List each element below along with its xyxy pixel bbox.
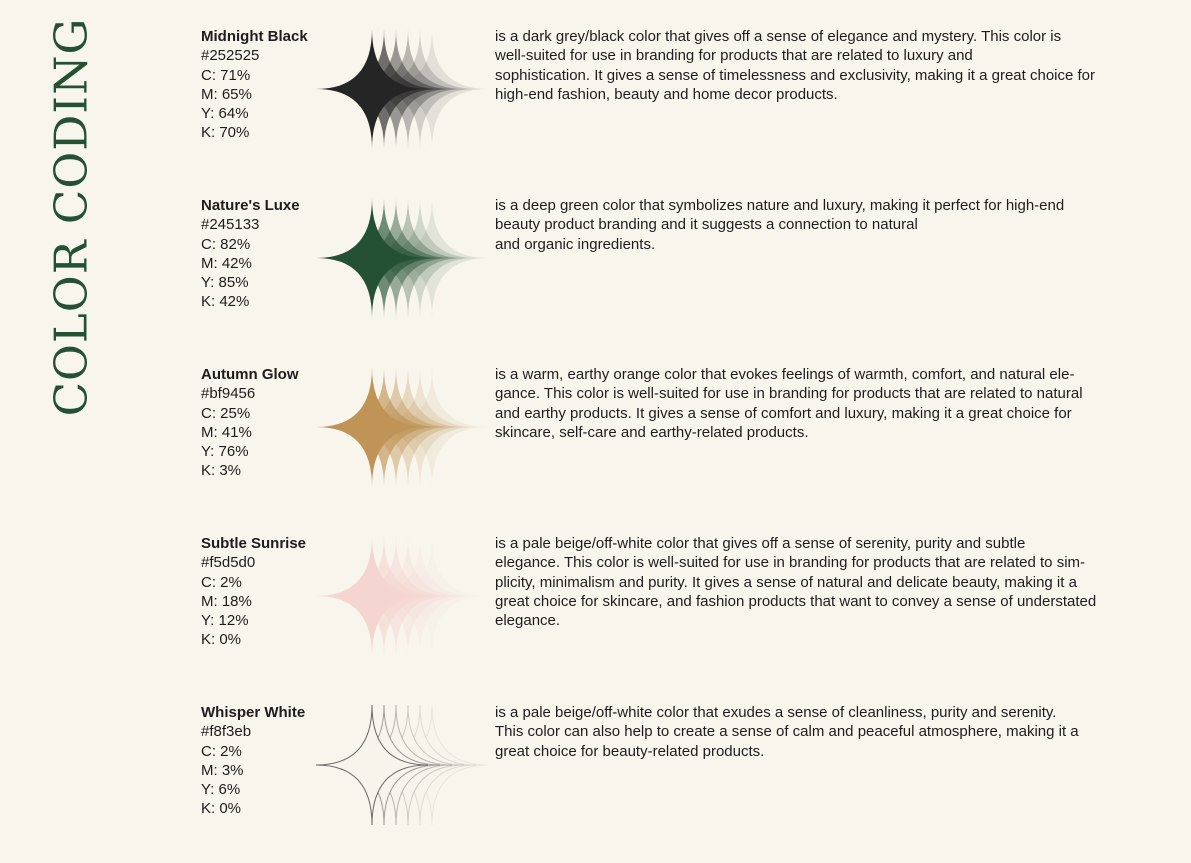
- color-yellow: Y: 85%: [201, 274, 249, 292]
- color-magenta: M: 18%: [201, 592, 252, 610]
- color-swatch-star: [312, 196, 488, 320]
- color-row-subtle-sunrise: [0, 534, 1191, 694]
- description-line: elegance. This color is well-suited for use in branding for products that are related to sim-: [495, 554, 1086, 572]
- color-row-natures-luxe: [0, 196, 1191, 356]
- color-hex: #bf9456: [201, 385, 256, 403]
- color-cyan: C: 2%: [201, 742, 242, 760]
- color-magenta: M: 3%: [201, 761, 244, 779]
- description-line: plicity, minimalism and purity. It gives a sense of natural and delicate beauty, making it a: [495, 573, 1077, 591]
- color-swatch-star: [312, 534, 488, 658]
- color-magenta: M: 41%: [201, 423, 252, 441]
- color-name: Nature's Luxe: [201, 197, 300, 214]
- description-line: great choice for skincare, and fashion products that want to convey a sense of understated: [495, 592, 1097, 610]
- color-row-autumn-glow: [0, 365, 1191, 525]
- color-cyan: C: 25%: [201, 404, 251, 422]
- color-name: Autumn Glow: [201, 366, 299, 383]
- description-line: sophistication. It gives a sense of timelessness and exclusivity, making it a great choice for: [495, 66, 1096, 84]
- color-description: [495, 365, 1155, 442]
- color-magenta: M: 42%: [201, 254, 252, 272]
- color-cyan: C: 2%: [201, 573, 242, 591]
- color-key: K: 3%: [201, 462, 242, 480]
- color-description: [495, 534, 1155, 630]
- star-layer: [316, 367, 428, 487]
- color-description: [495, 27, 1155, 104]
- color-yellow: Y: 12%: [201, 612, 249, 630]
- description-line: is a dark grey/black color that gives off a sense of elegance and mystery. This color is: [495, 28, 1062, 45]
- star-layer: [316, 198, 428, 318]
- description-line: is a deep green color that symbolizes nature and luxury, making it perfect for high-end: [495, 197, 1065, 214]
- description-line: is a pale beige/off-white color that exudes a sense of cleanliness, purity and serenity.: [495, 704, 1057, 721]
- description-line: gance. This color is well-suited for use in branding for products that are related to natural: [495, 385, 1083, 403]
- color-key: K: 42%: [201, 293, 250, 311]
- color-cyan: C: 71%: [201, 66, 251, 84]
- color-specs: [201, 703, 305, 819]
- description-line: is a warm, earthy orange color that evokes feelings of warmth, comfort, and natural ele-: [495, 366, 1075, 383]
- color-yellow: Y: 6%: [201, 781, 241, 799]
- color-swatch-star: [312, 703, 488, 827]
- color-yellow: Y: 76%: [201, 443, 249, 461]
- color-description: [495, 703, 1155, 761]
- color-key: K: 0%: [201, 631, 242, 649]
- color-row-whisper-white: [0, 703, 1191, 863]
- color-key: K: 70%: [201, 124, 250, 142]
- color-hex: #f5d5d0: [201, 554, 256, 572]
- description-line: is a pale beige/off-white color that gives off a sense of serenity, purity and subtle: [495, 535, 1026, 552]
- description-line: and organic ingredients.: [495, 235, 656, 253]
- color-swatch-star: [312, 27, 488, 151]
- color-name: Subtle Sunrise: [201, 535, 307, 552]
- color-specs: [201, 365, 299, 481]
- color-name: Whisper White: [201, 704, 306, 721]
- color-description: [495, 196, 1155, 254]
- description-line: beauty product branding and it suggests a connection to natural: [495, 216, 918, 234]
- color-swatch-star: [312, 365, 488, 489]
- color-magenta: M: 65%: [201, 85, 252, 103]
- description-line: great choice for beauty-related products.: [495, 742, 765, 760]
- color-specs: [201, 534, 306, 650]
- color-row-midnight-black: [0, 27, 1191, 187]
- color-hex: #f8f3eb: [201, 723, 252, 741]
- star-layer: [316, 536, 428, 656]
- description-line: and earthy products. It gives a sense of comfort and luxury, making it a great choice for: [495, 404, 1072, 422]
- color-yellow: Y: 64%: [201, 105, 249, 123]
- color-hex: #252525: [201, 47, 260, 65]
- description-line: skincare, self-care and earthy-related products.: [495, 423, 809, 441]
- color-key: K: 0%: [201, 800, 242, 818]
- page-title-text: COLOR CODING: [44, 17, 98, 417]
- star-layer: [316, 705, 428, 825]
- color-specs: [201, 27, 308, 143]
- color-specs: [201, 196, 300, 312]
- color-cyan: C: 82%: [201, 235, 251, 253]
- description-line: well-suited for use in branding for products that are related to luxury and: [495, 47, 973, 65]
- color-name: Midnight Black: [201, 28, 308, 45]
- description-line: elegance.: [495, 612, 561, 630]
- description-line: high-end fashion, beauty and home decor products.: [495, 85, 838, 103]
- star-layer: [316, 29, 428, 149]
- color-hex: #245133: [201, 216, 260, 234]
- description-line: This color can also help to create a sense of calm and peaceful atmosphere, making it a: [495, 723, 1079, 741]
